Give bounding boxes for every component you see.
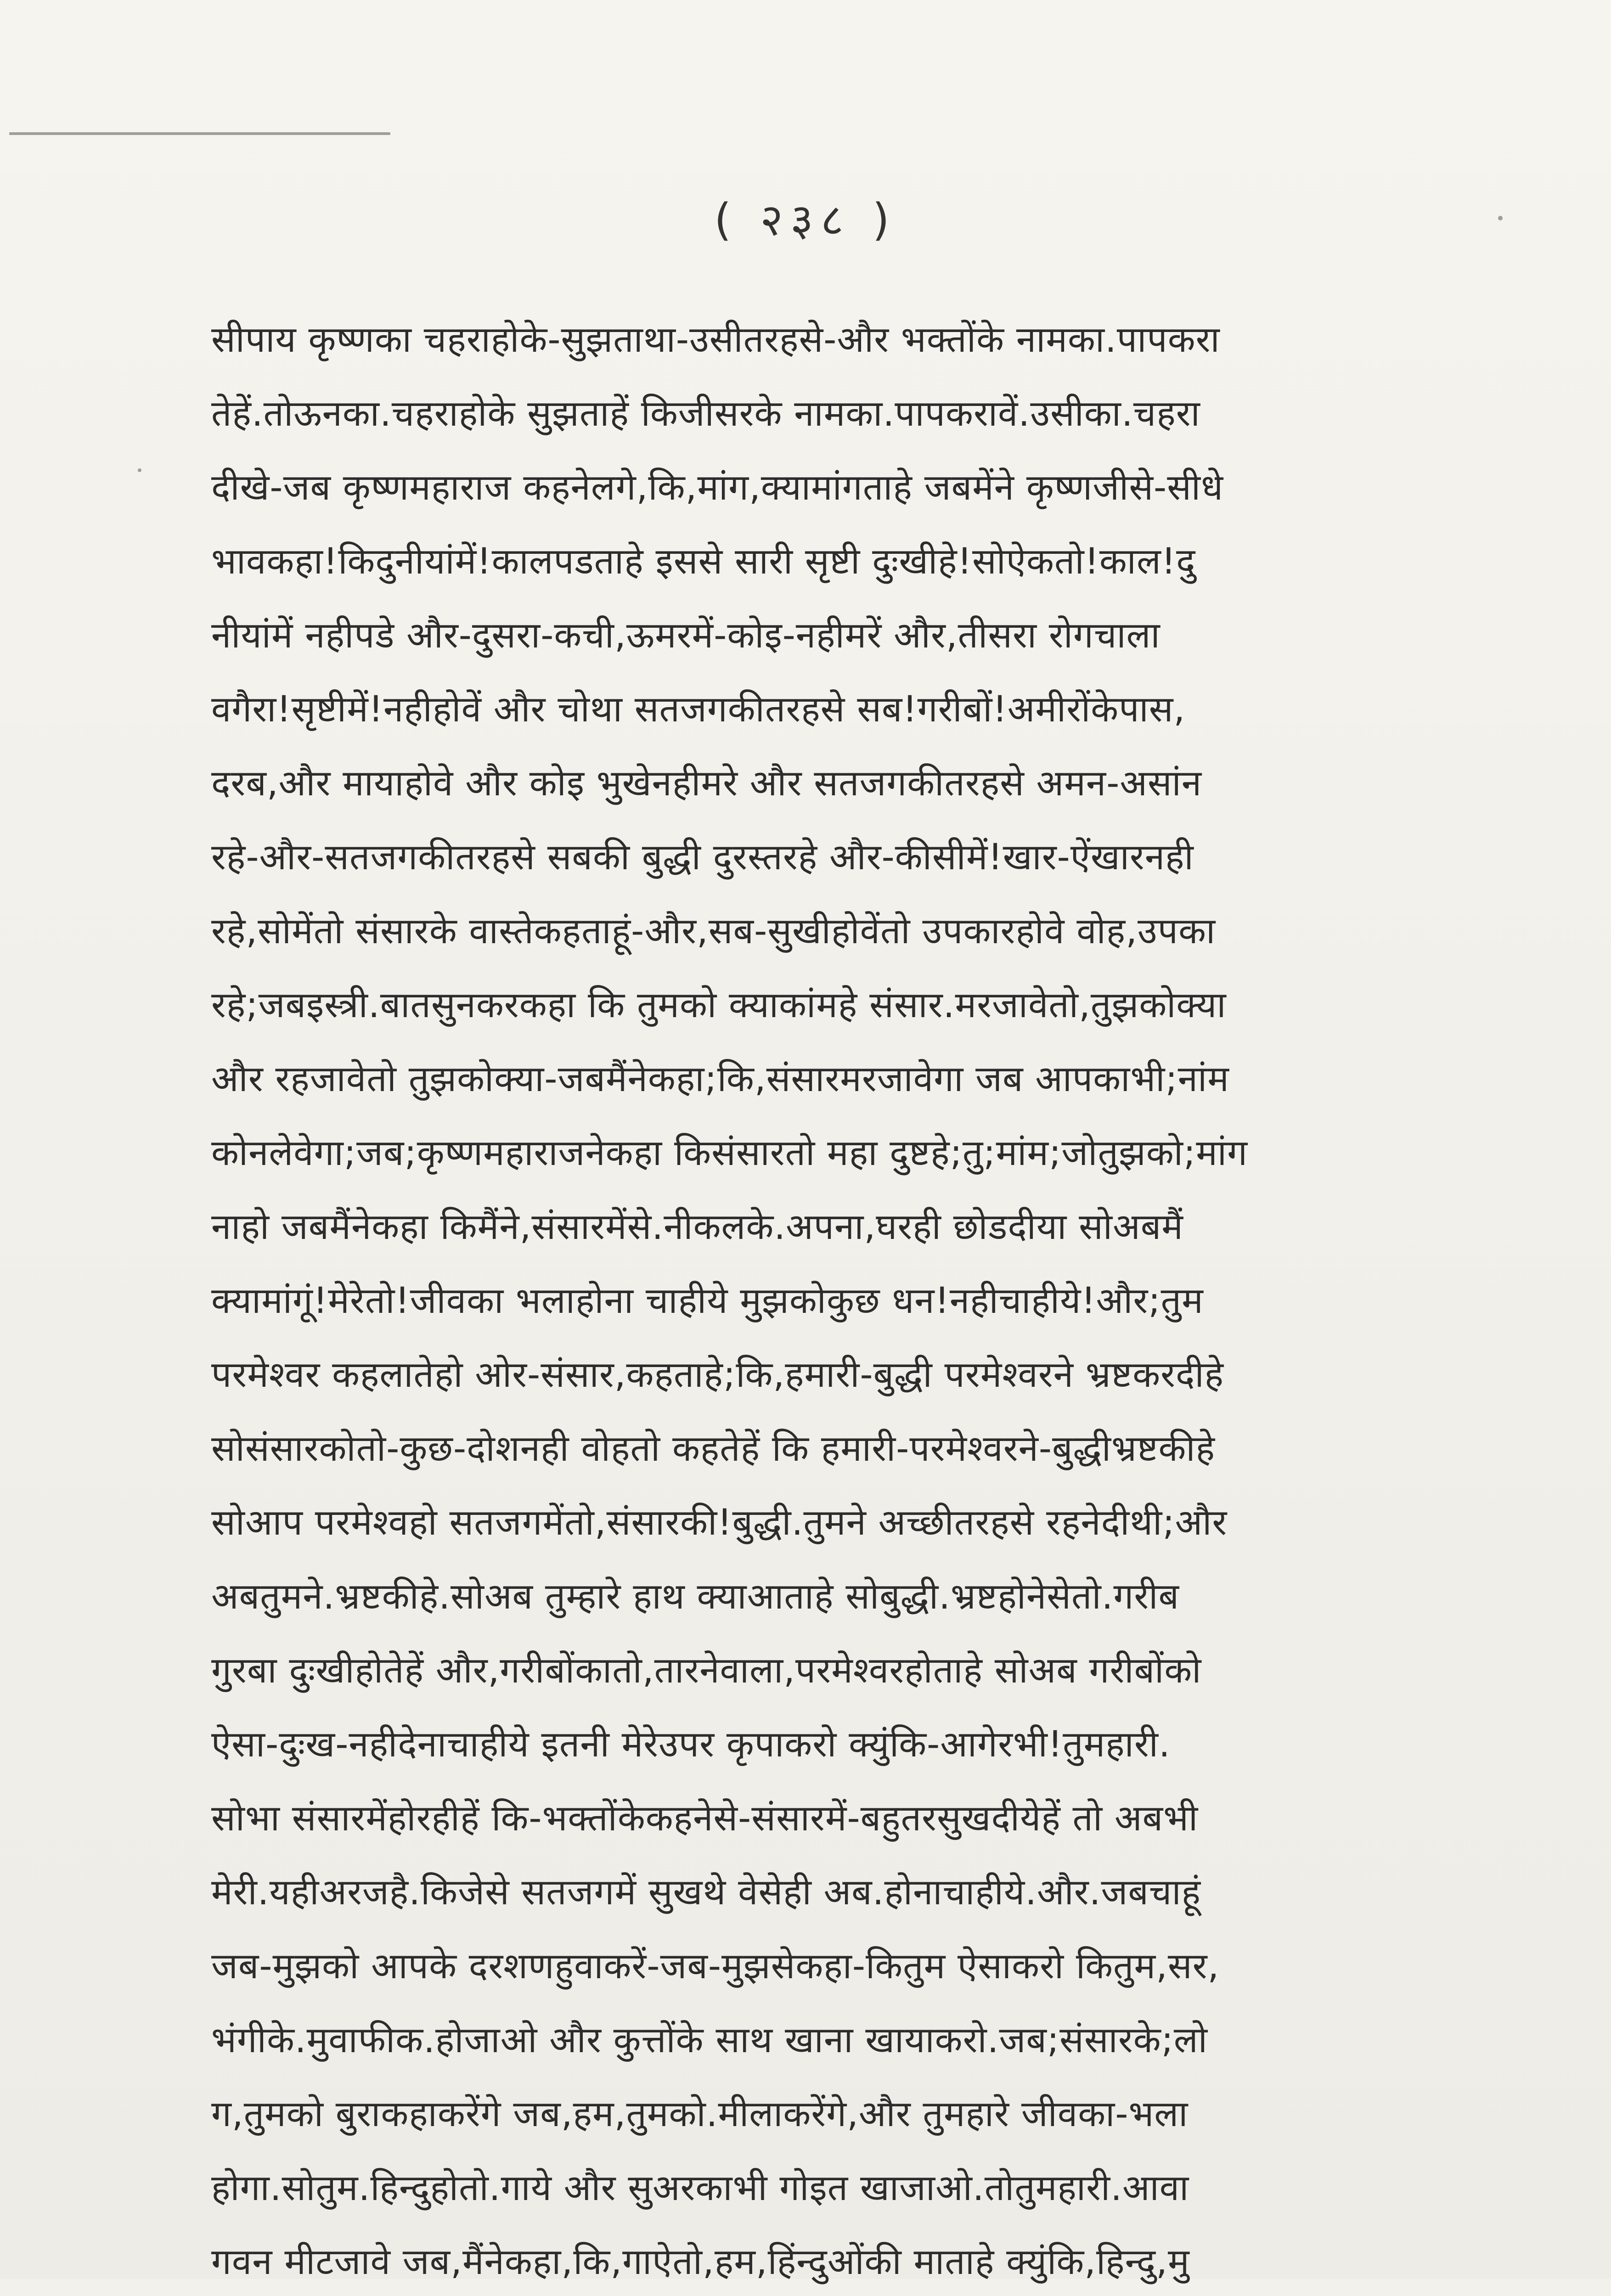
top-rule-line bbox=[9, 132, 390, 135]
text-line: नीयांमें नहीपडे और-दुसरा-कची,ऊमरमें-कोइ-नहीमरें और,तीसरा रोगचाला bbox=[211, 615, 1160, 656]
text-line: रहे;जबइस्त्री.बातसुनकरकहा कि तुमको क्याकांमहे संसार.मरजावेतो,तुझकोक्या bbox=[211, 985, 1227, 1026]
text-line: परमेश्वर कहलातेहो ओर-संसार,कहताहे;कि,हमारी-बुद्धी परमेश्वरने भ्रष्टकरदीहे bbox=[211, 1354, 1224, 1396]
text-line: अबतुमने.भ्रष्टकीहे.सोअब तुम्हारे हाथ क्याआताहे सोबुद्धी.भ्रष्टहोनेसेतो.गरीब bbox=[211, 1576, 1180, 1617]
text-line: वगैरा!सृष्टीमें!नहीहोवें और चोथा सतजगकीतरहसे सब!गरीबों!अमीरोंकेपास, bbox=[211, 689, 1186, 730]
page-number: ( २३८ ) bbox=[714, 194, 897, 246]
text-line: जब-मुझको आपके दरशणहुवाकरें-जब-मुझसेकहा-कितुम ऐसाकरो कितुम,सर, bbox=[211, 1946, 1220, 1987]
text-line: दरब,और मायाहोवे और कोइ भुखेनहीमरे और सतजगकीतरहसे अमन-असांन bbox=[211, 763, 1202, 804]
text-line: गवन मीटजावे जब,मैंनेकहा,कि,गाऐतो,हम,हिंन्दुओंकी माताहे क्युंकि,हिन्दु,मु bbox=[211, 2241, 1190, 2283]
text-line: मेरी.यहीअरजहै.किजेसे सतजगमें सुखथे वेसेही अब.होनाचाहीये.और.जबचाहूं bbox=[211, 1872, 1201, 1913]
text-line: तेहें.तोऊनका.चहराहोके सुझताहें किजीसरके नामका.पापकरावें.उसीका.चहरा bbox=[211, 393, 1200, 434]
text-line: और रहजावेतो तुझकोक्या-जबमैंनेकहा;कि,संसारमरजावेगा जब आपकाभी;नांम bbox=[211, 1058, 1229, 1100]
text-line: रहे-और-सतजगकीतरहसे सबकी बुद्धी दुरस्तरहे और-कीसीमें!खार-ऐंखारनही bbox=[211, 837, 1194, 878]
text-line: सोआप परमेश्वहो सतजगमेंतो,संसारकी!बुद्धी.तुमने अच्छीतरहसे रहनेदीथी;और bbox=[211, 1502, 1228, 1543]
text-line: भावकहा!किदुनीयांमें!कालपडताहे इससे सारी सृष्टी दुःखीहे!सोऐकतो!काल!दु bbox=[211, 541, 1196, 582]
text-line: सीपाय कृष्णका चहराहोके-सुझताथा-उसीतरहसे-और भक्तोंके नामका.पापकरा bbox=[211, 319, 1220, 360]
text-line: गुरबा दुःखीहोतेहें और,गरीबोंकातो,तारनेवाला,परमेश्वरहोताहे सोअब गरीबोंको bbox=[211, 1650, 1202, 1691]
text-line: सोभा संसारमेंहोरहीहें कि-भक्तोंकेकहनेसे-संसारमें-बहुतरसुखदीयेहें तो अबभी bbox=[211, 1798, 1199, 1839]
text-line: ऐसा-दुःख-नहीदेनाचाहीये इतनी मेरेउपर कृपाकरो क्युंकि-आगेरभी!तुमहारी. bbox=[211, 1724, 1171, 1765]
text-line: कोनलेवेगा;जब;कृष्णमहाराजनेकहा किसंसारतो महा दुष्टहे;तु;मांम;जोतुझको;मांग bbox=[211, 1132, 1248, 1174]
text-line: रहे,सोमेंतो संसारके वास्तेकहताहूं-और,सब-सुखीहोवेंतो उपकारहोवे वोह,उपका bbox=[211, 911, 1216, 952]
body-text bbox=[211, 303, 1493, 2296]
text-line: ग,तुमको बुराकहाकरेंगे जब,हम,तुमको.मीलाकरेंगे,और तुमहारे जीवका-भला bbox=[211, 2093, 1189, 2135]
text-line: सोसंसारकोतो-कुछ-दोशनही वोहतो कहतेहें कि हमारी-परमेश्वरने-बुद्धीभ्रष्टकीहे bbox=[211, 1428, 1216, 1469]
text-line: नाहो जबमैंनेकहा किमैंने,संसारमेंसे.नीकलके.अपना,घरही छोडदीया सोअबमैं bbox=[211, 1206, 1183, 1248]
text-line: क्यामांगूं!मेरेतो!जीवका भलाहोना चाहीये मुझकोकुछ धन!नहीचाहीये!और;तुम bbox=[211, 1280, 1204, 1322]
text-line: दीखे-जब कृष्णमहाराज कहनेलगे,कि,मांग,क्यामांगताहे जबमेंने कृष्णजीसे-सीधे bbox=[211, 467, 1224, 508]
page-speck bbox=[138, 468, 141, 472]
text-line: होगा.सोतुम.हिन्दुहोतो.गाये और सुअरकाभी गोइत खाजाओ.तोतुमहारी.आवा bbox=[211, 2167, 1189, 2209]
text-line: भंगीके.मुवाफीक.होजाओ और कुत्तोंके साथ खाना खायाकरो.जब;संसारके;लो bbox=[211, 2020, 1208, 2061]
